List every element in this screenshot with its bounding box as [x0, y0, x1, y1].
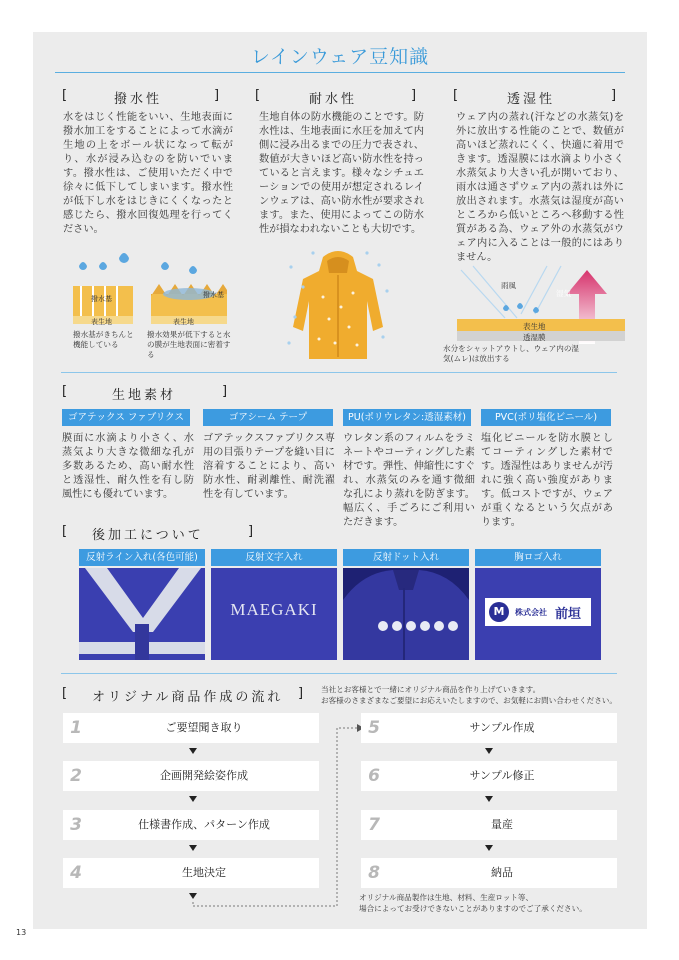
label-fabric-breathable: 表生地	[523, 322, 546, 331]
step-label: 納品	[491, 866, 513, 879]
processing-label-reflective-dots: 反射ドット入れ	[343, 549, 469, 566]
divider-2	[61, 673, 617, 674]
processing-label-chest-logo: 胸ロゴ入れ	[475, 549, 601, 566]
company-mark-icon: M	[489, 602, 509, 622]
step-label: 量産	[491, 818, 513, 831]
flow-step-7	[361, 810, 617, 840]
step-label: 企画開発絵姿作成	[160, 769, 248, 782]
page-number: 13	[16, 928, 27, 937]
flow-step-5	[361, 713, 617, 743]
step-number: 8	[368, 863, 380, 883]
material-text-pvc: 塩化ビニールを防水膜としてコーティングした素材です。透湿性はありませんが汚れに強く高い強度があります。低コストですが、ウェアが重くなるという欠点があります。	[481, 433, 613, 528]
step-number: 1	[70, 718, 82, 738]
water-resistance-text: 生地自体の防水機能のことです。防水性は、生地表面に水圧を加えて内側に浸み出るまでの圧力で表され、数値が大きいほど高い防水性を持っていると言えます。様々なシチュエーションでの使用が想定されるレインウェアは、高い防水性が要求されます。また、使用によってこの防水性が損なわれないことも大切です。	[259, 112, 424, 235]
material-label-gore-tex-fabrics: ゴアテックス ファブリクス	[62, 409, 190, 426]
caption-breathability: 水分をシャットアウトし、ウェア内の湿気(ムレ)は放出する	[443, 344, 580, 363]
material-label-pvc: PVC(ポリ塩化ビニール)	[481, 409, 611, 426]
step-number: 7	[368, 815, 380, 835]
caption-repellent-bad: 撥水効果が低下すると水の膜が生地表面に密着する	[147, 330, 231, 359]
processing-label-reflective-text: 反射文字入れ	[211, 549, 337, 566]
label-repellent-base-good: 撥水基	[91, 295, 112, 303]
label-vapor: 湿気	[556, 289, 571, 298]
reflective-text-sample: MAEGAKI	[230, 600, 318, 619]
water-repellent-text: 水をはじく性能をいい、生地表面に撥水加工をすることによって水滴が生地の上をボール状になって転がり、水が浸み込むのを防いでいます。撥水性は、ご使用いただく中で徐々に低下してしまいます。撥水性が低下し水をはじきにくくなったと感じたら、撥水回復処理を行ってください。	[63, 112, 233, 235]
label-fabric-bad: 表生地	[173, 318, 194, 326]
breathability-text: ウェア内の蒸れ(汗などの水蒸気)を外に放出する性能のことで、数値が高いほど蒸れにくく、快適に着用できます。透湿膜には水滴より小さく水蒸気より大きい孔が開いており、雨水は通さずウェア内の蒸れは外に放出されます。水蒸気は湿度が高いところから低いところへ移動する性質がある為、ウェア外の水蒸気がウェア内に入ることは一般的にはありません。	[456, 112, 624, 263]
flow-connector	[191, 716, 366, 908]
raincoat-illustration	[283, 247, 393, 359]
step-label: サンプル作成	[469, 721, 535, 734]
caption-repellent-good: 撥水基がきちんと機能している	[73, 330, 134, 349]
flow-step-6	[361, 761, 617, 791]
step-label: サンプル修正	[469, 769, 535, 782]
arrow-down-icon	[485, 748, 493, 754]
content-panel: レインウェア豆知識 [ 撥水性 ] 水をはじく性能をいい、生地表面に撥水加工をすることによって水滴が生地の上をボール状になって転がり、水が浸み込むのを防いでいます。撥水性は、ご使用いただく中で徐々に低下してしまいます。撥水性が低下し水をはじきにくくなったと感じたら、撥水回復処理を行ってください。 [ 耐水性 ] 生地自体の防水機能のことです。防水性は、生地表面に水圧を加えて内側に浸み出るまでの圧力で表され、数値が大きいほど高い防水性を持っていると言えます。様々なシチュエーションでの使用が想定されるレインウェアは、高い防水性が要求されます。また、使用によってこの防水性が損なわれないことも大切です。 [ 透湿性 ] ウェア内の蒸れ(汗などの水蒸気)を外に放出する性能のことで、数値が高いほど蒸れにくく、快適に着用できます。透湿膜には水滴より小さく水蒸気より大きい孔が開いており、雨水は通さずウェア内の蒸れは外に放出されます。水蒸気は湿度が高いところから低いところへ移動する性質がある為、ウェア外の水蒸気がウェア内に入ることは一般的にはありません。 撥水基 表生地 撥水基 表生地 撥水基がきちんと機能している 撥水効果が低下すると水の膜が生地表面に密着する 雨風 湿気 表生地 透湿膜 水分をシャットアウトし、ウェア内の湿気(ムレ)は放出する [ 生地素材 ] ゴアテックス ファブリクス ゴアシーム テープ PU(ポリウレタン:透湿素材) PVC(ポリ塩化ビニール) 膜面に水滴より小さく、水蒸気より大きな微細な孔が多数あるため、高い耐水性と透湿性、耐久性を有し防風性にも優れています。 ゴアテックスファブリクス専用の目張りテープを縫い目に溶着することにより、高い防水性、耐剥離性、耐洗濯性を有しています。 ウレタン系のフィルムをラミネートやコーティングした素材です。弾性、伸縮性にすぐれ、水蒸気のみを通す微細な孔により蒸れを防ぎます。幅広く、手ごろにご利用いただきます。 塩化ビニールを防水膜としてコーティングした素材です。透湿性はありませんが汚れに強く高い強度があります。低コストですが、ウェアが重くなるという欠点があります。 [ 後加工について ] 反射ライン入れ(各色可能) 反射文字入れ 反射ドット入れ 胸ロゴ入れ MAEGAKI M 株式会社 前垣 [ オリジナル商品作成の流れ ] 当社とお客様とで一緒にオリジナル商品を作り上げていきます。 お客様のさまざまなご要望にお応えいたしますので、お気軽にお問い合わせください。 1 ご要望聞き取り 2 企画開発絵姿作成 3 仕様書作成、パターン作成 4 生地決定 5 サンプル作成 6 サンプル修正 7 量産 8 納品 オリジナル商品製作は生地、材料、生産ロット等、 場合によってお受けできないことがありますのでご了承ください。	[33, 32, 647, 929]
step-number: 2	[70, 766, 82, 786]
processing-label-reflective-line: 反射ライン入れ(各色可能)	[79, 549, 205, 566]
arrow-down-icon	[485, 845, 493, 851]
material-text-gore-tex-fabrics: 膜面に水滴より小さく、水蒸気より大きな微細な孔が多数あるため、高い耐水性と透湿性、耐久性を有し防風性にも優れています。	[62, 433, 194, 500]
step-number: 4	[70, 863, 82, 883]
logo-patch	[485, 598, 591, 626]
repellent-good-illustration	[73, 253, 133, 324]
logo-company-type: 株式会社	[515, 608, 547, 617]
arrow-down-icon	[485, 796, 493, 802]
chest-logo-photo	[475, 568, 601, 660]
reflective-line-photo	[79, 568, 205, 660]
title-underline	[55, 72, 625, 73]
label-fabric-good: 表生地	[91, 318, 112, 326]
label-membrane: 透湿膜	[523, 333, 546, 342]
flow-step-8	[361, 858, 617, 888]
reflective-text-photo	[211, 568, 337, 660]
material-label-pu: PU(ポリウレタン:透湿素材)	[343, 409, 471, 426]
step-label: 生地決定	[182, 866, 226, 879]
flow-footnote-line-1: オリジナル商品製作は生地、材料、生産ロット等、	[359, 893, 534, 902]
material-text-gore-seam-tape: ゴアテックスファブリクス専用の目張りテープを縫い目に溶着することにより、高い防水性、耐剥離性、耐洗濯性を有しています。	[203, 433, 335, 500]
material-label-gore-seam-tape: ゴアシーム テープ	[203, 409, 333, 426]
flow-note-line-1: 当社とお客様とで一緒にオリジナル商品を作り上げていきます。	[321, 685, 541, 694]
step-label: ご要望聞き取り	[165, 721, 243, 734]
divider-1	[61, 372, 617, 373]
step-label: 仕様書作成、パターン作成	[138, 818, 270, 831]
logo-company-name: 前垣	[555, 607, 582, 622]
page-title: レインウェア豆知識	[250, 46, 430, 68]
flow-footnote-line-2: 場合によってお受けできないことがありますのでご了承ください。	[359, 904, 587, 913]
step-number: 6	[368, 766, 380, 786]
step-number: 3	[70, 815, 82, 835]
material-text-pu: ウレタン系のフィルムをラミネートやコーティングした素材です。弾性、伸縮性にすぐれ、水蒸気のみを通す微細な孔により蒸れを防ぎます。幅広く、手ごろにご利用いただきます。	[343, 433, 475, 528]
flow-note-line-2: お客様のさまざまなご要望にお応えいたしますので、お気軽にお問い合わせください。	[321, 696, 617, 705]
step-number: 5	[368, 718, 380, 738]
label-rain-wind: 雨風	[501, 281, 516, 290]
reflective-dots-photo	[343, 568, 469, 660]
label-repellent-base-bad: 撥水基	[203, 291, 224, 299]
